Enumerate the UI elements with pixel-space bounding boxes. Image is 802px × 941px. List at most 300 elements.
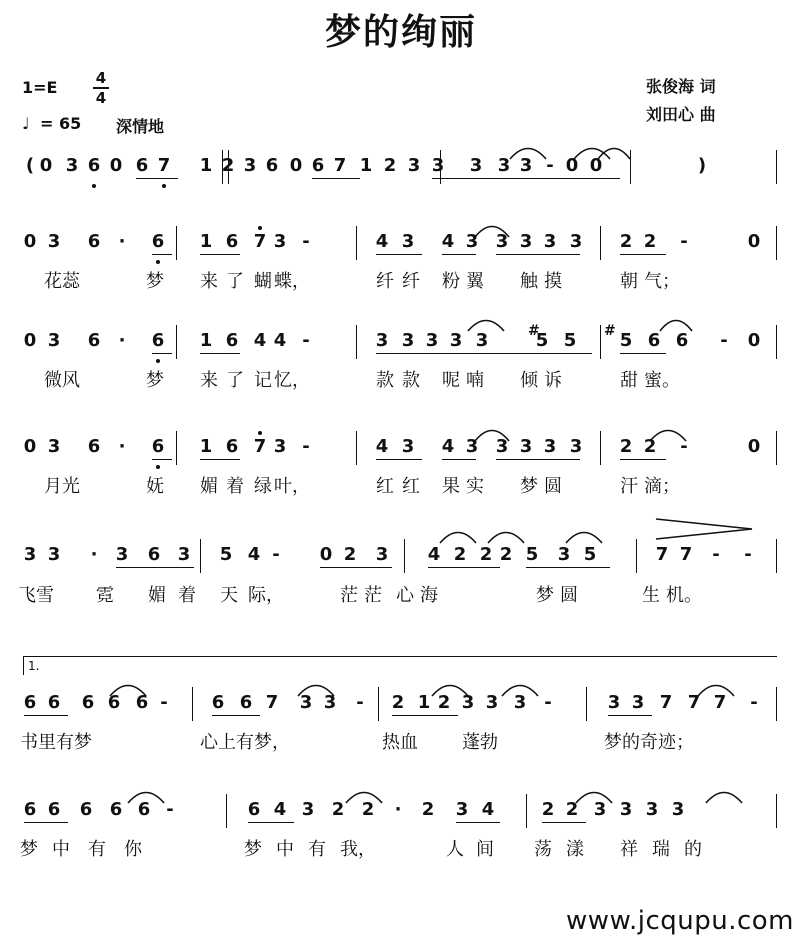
note-digit: 3 — [519, 231, 533, 252]
note-digit: 2 — [499, 544, 513, 565]
note-digit: 6 — [147, 544, 161, 565]
note-digit: 3 — [407, 155, 421, 176]
lyric-syllable: 月光 — [44, 476, 80, 497]
expression-marking: 深情地 — [116, 117, 165, 136]
bar-line — [356, 226, 357, 260]
note-digit: 5 — [535, 330, 549, 351]
dash-extension: - — [720, 330, 728, 351]
lyric-syllable: 触 — [520, 271, 538, 292]
beam-underline — [496, 459, 580, 460]
note-digit: 3 — [401, 436, 415, 457]
note-digit: 3 — [495, 436, 509, 457]
slur — [566, 533, 602, 544]
lyricist-credit: 张俊海 词 — [646, 77, 716, 96]
note-digit: 0 — [23, 330, 37, 351]
note-digit: 3 — [375, 330, 389, 351]
note-digit: 3 — [495, 231, 509, 252]
note-digit: 5 — [619, 330, 633, 351]
lyric-syllable: 蝶， — [274, 271, 310, 292]
time-signature-bottom: 4 — [95, 89, 107, 107]
note-digit: 1 — [199, 436, 213, 457]
note-digit: ( — [25, 155, 35, 176]
bar-line — [228, 150, 229, 184]
lyric-syllable: 你 — [124, 839, 142, 860]
note-digit: 4 — [247, 544, 261, 565]
note-digit: 5 — [563, 330, 577, 351]
note-digit: 7 — [659, 692, 673, 713]
quarter-note-icon: ♩ — [22, 114, 30, 133]
note-digit: 3 — [519, 155, 533, 176]
note-digit: 3 — [593, 799, 607, 820]
bar-line — [600, 431, 601, 465]
beam-underline — [200, 459, 240, 460]
augmentation-dot: · — [118, 330, 126, 351]
lyric-syllable: 翼 — [466, 271, 484, 292]
note-digit: 2 — [437, 692, 451, 713]
dash-extension: - — [712, 544, 720, 565]
note-digit: ) — [697, 155, 707, 176]
augmentation-dot: · — [90, 544, 98, 565]
lyric-syllable: 荡 — [534, 839, 552, 860]
beam-underline — [542, 822, 586, 823]
beam-underline — [432, 178, 470, 179]
augmentation-dot: · — [118, 436, 126, 457]
lyric-syllable: 着 — [178, 585, 196, 606]
lyric-syllable: 际， — [248, 585, 284, 606]
note-digit: 3 — [47, 436, 61, 457]
note-digit: 6 — [87, 436, 101, 457]
lyric-syllable: 茫 — [364, 585, 382, 606]
lyric-syllable: 滴； — [644, 476, 680, 497]
note-digit: 3 — [569, 231, 583, 252]
note-digit: 4 — [375, 231, 389, 252]
note-digit: 2 — [643, 231, 657, 252]
note-digit: 1 — [199, 231, 213, 252]
bar-line — [586, 687, 587, 721]
lyric-syllable: 梦 — [536, 585, 554, 606]
lyric-syllable: 生 — [642, 585, 660, 606]
note-digit: 0 — [319, 544, 333, 565]
note-digit: 7 — [157, 155, 171, 176]
lyric-syllable: 梦 — [146, 370, 164, 391]
bar-line — [176, 325, 177, 359]
beam-underline — [152, 254, 172, 255]
lyric-syllable: 红 — [402, 476, 420, 497]
lyric-syllable: 梦的奇迹； — [604, 732, 694, 753]
lyric-syllable: 天 — [220, 585, 238, 606]
note-digit: 4 — [427, 544, 441, 565]
note-digit: 5 — [219, 544, 233, 565]
bar-line — [200, 539, 201, 573]
octave-dot-above — [258, 226, 262, 230]
lyric-syllable: 来 — [200, 271, 218, 292]
bar-line — [526, 794, 527, 828]
bar-line — [776, 226, 777, 260]
dash-extension: - — [166, 799, 174, 820]
lyric-syllable: 绿 — [254, 476, 272, 497]
tempo-marking: = 65 — [40, 114, 82, 133]
note-digit: 1 — [359, 155, 373, 176]
lyric-syllable: 梦 — [244, 839, 262, 860]
note-digit: 2 — [361, 799, 375, 820]
note-digit: 3 — [671, 799, 685, 820]
lyric-syllable: 摸 — [544, 271, 562, 292]
slur — [488, 533, 524, 544]
note-digit: 0 — [747, 330, 761, 351]
note-digit: 2 — [643, 436, 657, 457]
note-digit: 6 — [225, 330, 239, 351]
bar-line — [600, 226, 601, 260]
beam-underline — [200, 353, 240, 354]
note-digit: 3 — [475, 330, 489, 351]
lyric-syllable: 粉 — [442, 271, 460, 292]
lyric-syllable: 的 — [684, 839, 702, 860]
lyric-syllable: 圆 — [544, 476, 562, 497]
beam-underline — [496, 254, 580, 255]
note-digit: 6 — [225, 436, 239, 457]
note-digit: 2 — [453, 544, 467, 565]
octave-dot-above — [258, 431, 262, 435]
composer-credit: 刘田心 曲 — [646, 105, 716, 124]
note-digit: 0 — [747, 436, 761, 457]
note-digit: 7 — [265, 692, 279, 713]
octave-dot-below — [92, 184, 96, 188]
lyric-syllable: 纤 — [402, 271, 420, 292]
note-digit: 6 — [81, 692, 95, 713]
note-digit: 3 — [469, 155, 483, 176]
note-digit: 6 — [225, 231, 239, 252]
bar-line — [776, 687, 777, 721]
note-digit: 2 — [619, 231, 633, 252]
note-digit: 6 — [79, 799, 93, 820]
beam-underline — [442, 254, 476, 255]
note-digit: 6 — [23, 799, 37, 820]
lyric-syllable: 了 — [226, 370, 244, 391]
lyric-syllable: 果 — [442, 476, 460, 497]
note-digit: 2 — [331, 799, 345, 820]
watermark-text: www.jcqupu.com — [566, 906, 794, 936]
note-digit: 2 — [479, 544, 493, 565]
note-digit: 2 — [421, 799, 435, 820]
note-digit: 3 — [631, 692, 645, 713]
bar-line — [630, 150, 631, 184]
dash-extension: - — [750, 692, 758, 713]
beam-underline — [312, 178, 360, 179]
lyric-syllable: 了 — [226, 271, 244, 292]
bar-line — [776, 794, 777, 828]
note-digit: 6 — [135, 692, 149, 713]
lyric-syllable: 我， — [340, 839, 376, 860]
note-digit: 0 — [23, 231, 37, 252]
lyric-syllable: 有 — [88, 839, 106, 860]
note-digit: 6 — [151, 231, 165, 252]
note-digit: 3 — [375, 544, 389, 565]
octave-dot-below — [156, 359, 160, 363]
note-digit: 3 — [465, 231, 479, 252]
lyric-syllable: 霓 — [96, 585, 114, 606]
lyric-syllable: 微风 — [44, 370, 80, 391]
bar-line — [776, 150, 777, 184]
note-digit: 3 — [607, 692, 621, 713]
note-digit: 0 — [39, 155, 53, 176]
dash-extension: - — [302, 330, 310, 351]
note-digit: 6 — [675, 330, 689, 351]
lyric-syllable: 呢 — [442, 370, 460, 391]
note-digit: 7 — [253, 231, 267, 252]
bar-line — [776, 539, 777, 573]
time-signature — [93, 70, 109, 106]
note-digit: 6 — [211, 692, 225, 713]
bar-line — [356, 325, 357, 359]
note-digit: 7 — [687, 692, 701, 713]
dash-extension: - — [546, 155, 554, 176]
note-digit: 3 — [401, 330, 415, 351]
lyric-syllable: 喃 — [466, 370, 484, 391]
lyric-syllable: 飞雪 — [18, 585, 54, 606]
beam-underline — [152, 459, 172, 460]
note-digit: 6 — [87, 330, 101, 351]
note-digit: 0 — [23, 436, 37, 457]
note-digit: 0 — [747, 231, 761, 252]
lyric-syllable: 来 — [200, 370, 218, 391]
lyric-syllable: 中 — [276, 839, 294, 860]
lyric-syllable: 叶， — [274, 476, 310, 497]
dash-extension: - — [302, 436, 310, 457]
lyric-syllable: 红 — [376, 476, 394, 497]
lyric-syllable: 记 — [254, 370, 272, 391]
note-digit: 6 — [247, 799, 261, 820]
lyric-syllable: 蝴 — [254, 271, 272, 292]
note-digit: 3 — [115, 544, 129, 565]
octave-dot-below — [162, 184, 166, 188]
note-digit: 0 — [109, 155, 123, 176]
augmentation-dot: · — [118, 231, 126, 252]
note-digit: 3 — [543, 231, 557, 252]
beam-underline — [428, 567, 500, 568]
note-digit: 6 — [109, 799, 123, 820]
lyric-syllable: 漾 — [566, 839, 584, 860]
note-digit: 2 — [391, 692, 405, 713]
note-digit: 6 — [311, 155, 325, 176]
lyric-syllable: 纤 — [376, 271, 394, 292]
note-digit: 4 — [441, 231, 455, 252]
lyric-syllable: 人 — [446, 839, 464, 860]
note-digit: 6 — [137, 799, 151, 820]
lyric-syllable: 媚 — [200, 476, 218, 497]
note-digit: 3 — [65, 155, 79, 176]
dash-extension: - — [356, 692, 364, 713]
note-digit: 4 — [375, 436, 389, 457]
beam-underline — [376, 353, 592, 354]
note-digit: 1 — [199, 155, 213, 176]
note-digit: 4 — [441, 436, 455, 457]
note-digit: 2 — [541, 799, 555, 820]
first-ending-label: 1. — [28, 659, 40, 673]
beam-underline — [24, 822, 68, 823]
note-digit: 4 — [273, 330, 287, 351]
note-digit: 6 — [47, 799, 61, 820]
time-signature-top: 4 — [95, 69, 107, 87]
note-digit: 3 — [465, 436, 479, 457]
note-digit: 7 — [713, 692, 727, 713]
beam-underline — [526, 567, 610, 568]
lyric-syllable: 着 — [226, 476, 244, 497]
note-digit: 6 — [87, 231, 101, 252]
note-digit: 1 — [199, 330, 213, 351]
note-digit: 5 — [525, 544, 539, 565]
note-digit: 7 — [655, 544, 669, 565]
note-digit: 6 — [87, 155, 101, 176]
note-digit: 6 — [107, 692, 121, 713]
lyric-syllable: 梦 — [520, 476, 538, 497]
lyric-syllable: 倾 — [520, 370, 538, 391]
note-digit: 0 — [289, 155, 303, 176]
note-digit: 3 — [23, 544, 37, 565]
note-digit: 7 — [333, 155, 347, 176]
lyric-syllable: 妩 — [146, 476, 164, 497]
lyric-syllable: 心上有梦， — [200, 732, 290, 753]
beam-underline — [152, 353, 172, 354]
note-digit: 7 — [679, 544, 693, 565]
bar-line — [226, 794, 227, 828]
note-digit: 3 — [301, 799, 315, 820]
note-digit: 6 — [151, 330, 165, 351]
lyric-syllable: 花蕊 — [44, 271, 80, 292]
note-digit: 3 — [619, 799, 633, 820]
beam-underline — [470, 178, 620, 179]
bar-line — [192, 687, 193, 721]
lyric-syllable: 汗 — [620, 476, 638, 497]
bar-line — [176, 226, 177, 260]
lyric-syllable: 圆 — [560, 585, 578, 606]
dash-extension: - — [302, 231, 310, 252]
beam-underline — [620, 254, 666, 255]
lyric-syllable: 间 — [476, 839, 494, 860]
dash-extension: - — [544, 692, 552, 713]
note-digit: 4 — [253, 330, 267, 351]
beam-underline — [116, 567, 194, 568]
key-signature: 1=E — [22, 78, 58, 97]
bar-line — [222, 150, 223, 184]
note-digit: 3 — [177, 544, 191, 565]
first-ending-bracket — [23, 656, 777, 675]
beam-underline — [376, 254, 422, 255]
dash-extension: - — [680, 231, 688, 252]
lyric-syllable: 心 — [396, 585, 414, 606]
beam-underline — [24, 715, 68, 716]
dash-extension: - — [272, 544, 280, 565]
lyric-syllable: 机。 — [666, 585, 702, 606]
lyric-syllable: 朝 — [620, 271, 638, 292]
decrescendo-hairpin — [656, 519, 752, 539]
octave-dot-below — [156, 260, 160, 264]
lyric-syllable: 款 — [402, 370, 420, 391]
beam-underline — [376, 459, 422, 460]
lyric-syllable: 梦 — [146, 271, 164, 292]
note-digit: 3 — [513, 692, 527, 713]
beam-underline — [320, 567, 392, 568]
lyric-syllable: 瑞 — [652, 839, 670, 860]
note-digit: 3 — [455, 799, 469, 820]
note-digit: 6 — [239, 692, 253, 713]
note-digit: 6 — [47, 692, 61, 713]
beam-underline — [608, 715, 652, 716]
beam-underline — [456, 822, 500, 823]
note-digit: 3 — [401, 231, 415, 252]
lyric-syllable: 海 — [420, 585, 438, 606]
note-digit: 3 — [645, 799, 659, 820]
bar-line — [776, 431, 777, 465]
beam-underline — [620, 459, 666, 460]
bar-line — [356, 431, 357, 465]
lyric-syllable: 款 — [376, 370, 394, 391]
note-digit: 3 — [557, 544, 571, 565]
bar-line — [404, 539, 405, 573]
beam-underline — [442, 459, 476, 460]
note-digit: 3 — [543, 436, 557, 457]
note-digit: 7 — [253, 436, 267, 457]
note-digit: 3 — [569, 436, 583, 457]
song-title: 梦的绚丽 — [324, 12, 477, 53]
note-digit: 6 — [265, 155, 279, 176]
lyric-syllable: 诉 — [544, 370, 562, 391]
lyric-syllable: 茫 — [340, 585, 358, 606]
lyric-syllable: 甜 — [620, 370, 638, 391]
note-digit: 2 — [343, 544, 357, 565]
lyric-syllable: 忆， — [274, 370, 310, 391]
note-digit: 2 — [383, 155, 397, 176]
beam-underline — [392, 715, 458, 716]
note-digit: 4 — [481, 799, 495, 820]
note-digit: 4 — [273, 799, 287, 820]
bar-line — [378, 687, 379, 721]
lyric-syllable: 实 — [466, 476, 484, 497]
bar-line — [776, 325, 777, 359]
note-digit: 3 — [299, 692, 313, 713]
lyric-syllable: 中 — [52, 839, 70, 860]
note-digit: 3 — [243, 155, 257, 176]
lyric-syllable: 气； — [644, 271, 680, 292]
bar-line — [176, 431, 177, 465]
note-digit: 6 — [135, 155, 149, 176]
note-digit: 6 — [23, 692, 37, 713]
note-digit: 3 — [47, 231, 61, 252]
note-digit: 6 — [647, 330, 661, 351]
dash-extension: - — [680, 436, 688, 457]
lyric-syllable: 有 — [308, 839, 326, 860]
note-digit: 2 — [619, 436, 633, 457]
slur — [440, 533, 476, 544]
beam-underline — [200, 254, 240, 255]
lyric-syllable: 蓬勃 — [462, 732, 498, 753]
beam-underline — [620, 353, 666, 354]
note-digit: 3 — [497, 155, 511, 176]
note-digit: 3 — [431, 155, 445, 176]
note-digit: 1 — [417, 692, 431, 713]
note-digit: 3 — [485, 692, 499, 713]
sharp-icon: # — [528, 323, 540, 339]
lyric-syllable: 媚 — [148, 585, 166, 606]
lyric-syllable: 热血 — [382, 732, 418, 753]
beam-underline — [136, 178, 178, 179]
lyric-syllable: 蜜。 — [644, 370, 680, 391]
note-digit: 0 — [589, 155, 603, 176]
augmentation-dot: · — [394, 799, 402, 820]
beam-underline — [248, 822, 294, 823]
note-digit: 3 — [47, 330, 61, 351]
note-digit: 3 — [273, 436, 287, 457]
note-digit: 3 — [323, 692, 337, 713]
